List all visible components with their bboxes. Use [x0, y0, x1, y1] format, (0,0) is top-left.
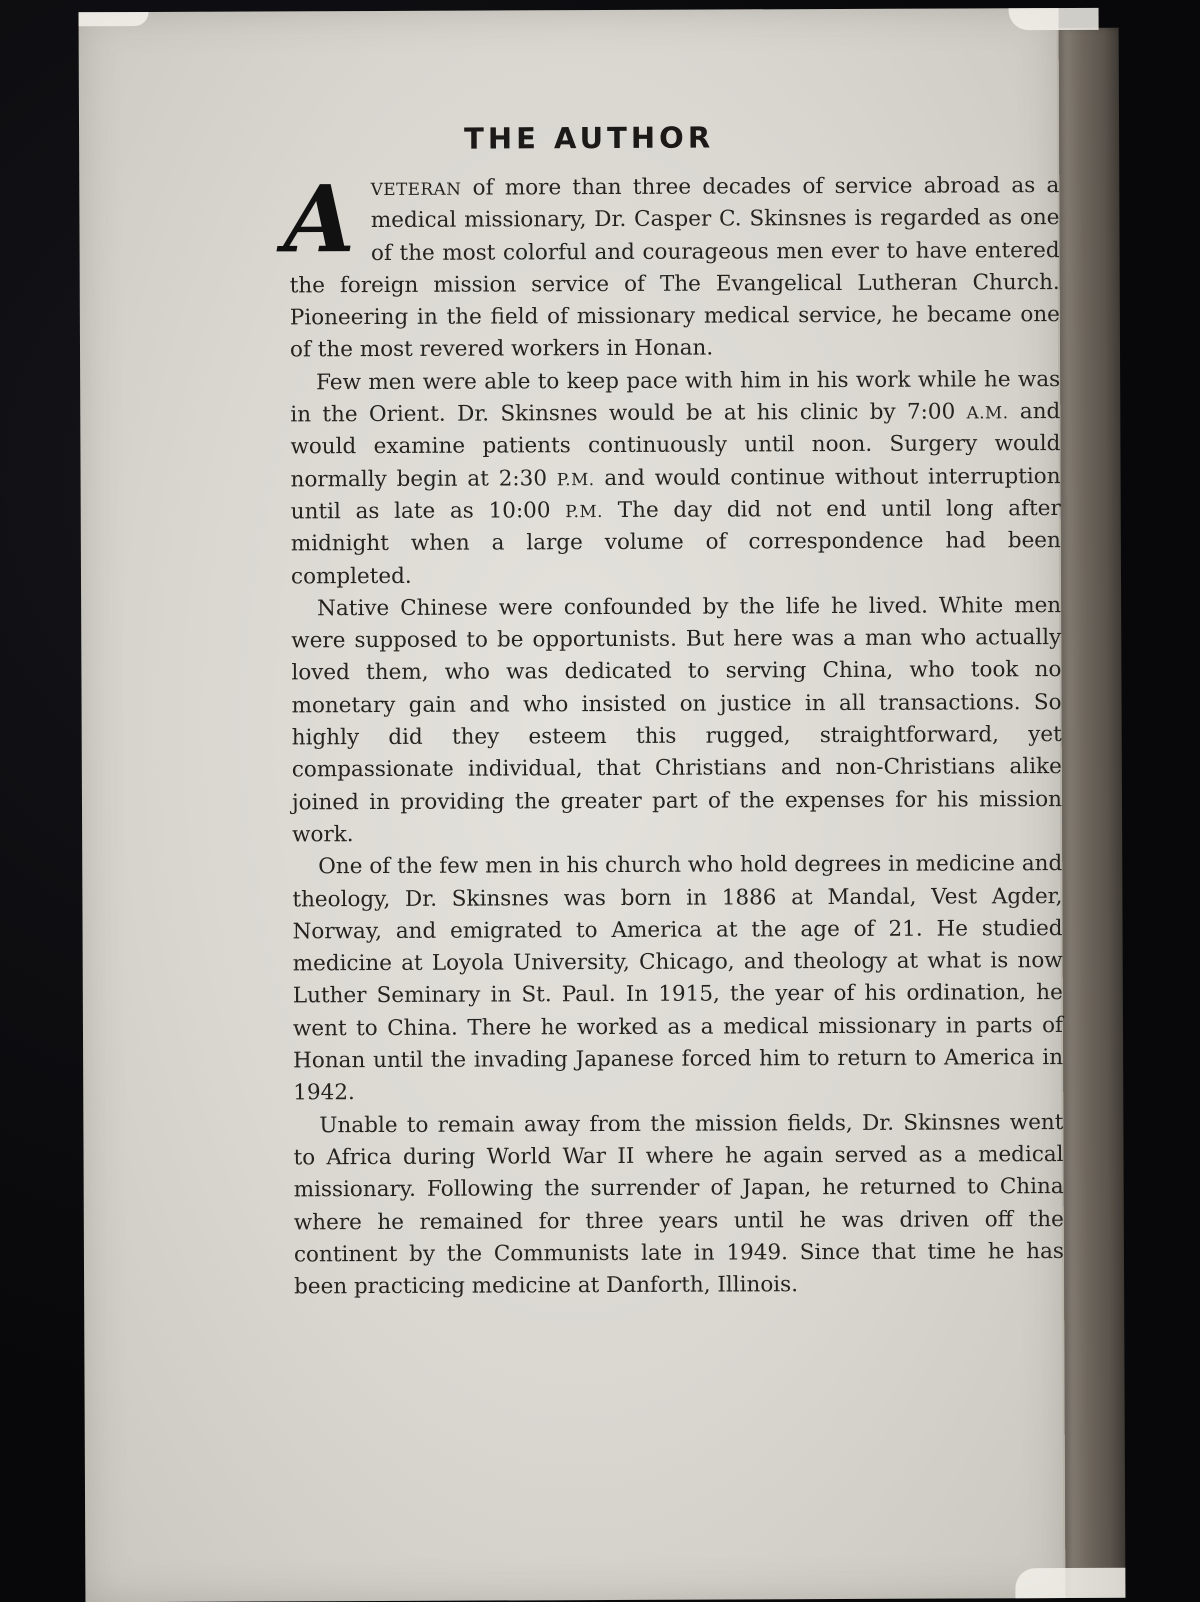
paragraph-2 — [290, 364, 1061, 593]
paragraph-1-text: of more than three decades of service abroad as a medical missionary, Dr. Casper C. Skinsnes is regarded as one of the most colorful and courageous men ever to have entered the foreign mission service of The Evangelical Lutheran Church. Pioneering in the field of missionary medical service, he became one of the most revered workers in Honan. — [289, 173, 1060, 363]
worn-corner-bottom-right — [1015, 1568, 1125, 1598]
drop-cap: A — [283, 165, 356, 274]
paragraph-3: Native Chinese were confounded by the life he lived. White men were supposed to be opportunists. But here was a man who actually loved them, who was dedicated to serving China, who took no monetary gain and who insisted on justice in all transactions. So highly did they esteem this rugged, straightforward, yet compassionate individual, that Christians and non-Christians alike joined in providing the greater part of the expenses for his mission work. — [291, 592, 1063, 848]
time-pm-1: P.M. — [556, 468, 595, 489]
lead-word: VETERAN — [370, 178, 462, 200]
paragraph-2-text-a: Few men were able to keep pace with him in his work while he was in the Orient. Dr. Skinsnes would be at his clinic by 7:00 — [290, 366, 1061, 428]
author-biography — [283, 165, 1065, 1304]
worn-corner-top-left — [79, 12, 149, 26]
paragraph-2-text-b: and would examine patients continuously until noon. Surgery would normally begin at 2:30 — [290, 399, 1061, 493]
book-spine — [1059, 28, 1126, 1598]
paragraph-2-text-d: The day did not end until long after midnight when a large volume of correspondence had been completed. — [290, 495, 1061, 589]
book-jacket-back — [79, 8, 1136, 1602]
worn-corner-top-right — [1009, 8, 1099, 30]
paragraph-5: Unable to remain away from the mission fields, Dr. Skinsnes went to Africa during World War II where he again served as a medical missionary. Following the surrender of Japan, he returned to China where he remained for three years until he was driven off the continent by the Communists late in 1949. Since that time he has been practicing medicine at Danforth, Illinois. — [293, 1109, 1065, 1300]
page-title: THE AUTHOR — [463, 120, 715, 157]
time-am: A.M. — [966, 402, 1009, 423]
paragraph-4: One of the few men in his church who hold degrees in medicine and theology, Dr. Skinsnes was born in 1886 at Mandal, Vest Agder, Norway, and emigrated to America at the age of 21. He studied medicine at Loyola University, Chicago, and theology at what is now Luther Seminary in St. Paul. In 1915, the year of his ordination, he went to China. There he worked as a medical missionary in parts of Honan until the invading Japanese forced him to return to America in 1942. — [292, 851, 1064, 1106]
paragraph-2-text-c: and would continue without interruption until as late as 10:00 — [290, 463, 1061, 525]
time-pm-2: P.M. — [565, 500, 604, 522]
paragraph-1 — [283, 165, 1060, 367]
